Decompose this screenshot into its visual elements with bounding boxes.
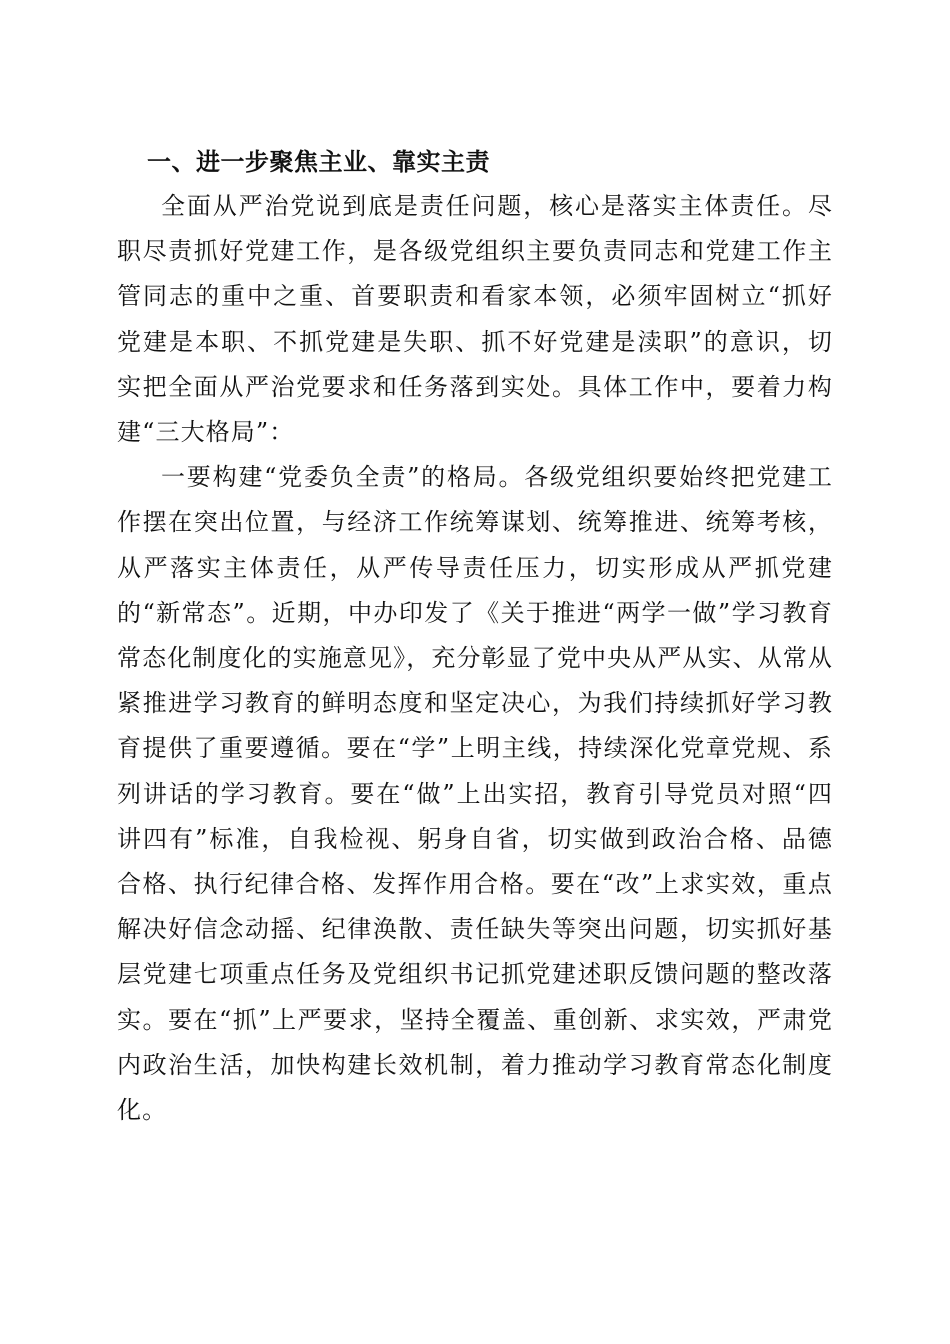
section-heading: 一、进一步聚焦主业、靠实主责: [147, 148, 490, 176]
document-body: [117, 140, 833, 1133]
paragraph-party-committee-pattern: 一要构建“党委负全责”的格局。各级党组织要始终把党建工作摆在突出位置，与经济工作统筹谋划、统筹推进、统筹考核，从严落实主体责任，从严传导责任压力，切实形成从严抓党建的“新常态”。近期，中办印发了《关于推进“两学一做”学习教育常态化制度化的实施意见》，充分彰显了党中央从严从实、从常从紧推进学习教育的鲜明态度和坚定决心，为我们持续抓好学习教育提供了重要遵循。要在“学”上明主线，持续深化党章党规、系列讲话的学习教育。要在“做”上出实招，教育引导党员对照“四讲四有”标准，自我检视、躬身自省，切实做到政治合格、品德合格、执行纪律合格、发挥作用合格。要在“改”上求实效，重点解决好信念动摇、纪律涣散、责任缺失等突出问题，切实抓好基层党建七项重点任务及党组织书记抓党建述职反馈问题的整改落实。要在“抓”上严要求，坚持全覆盖、重创新、求实效，严肃党内政治生活，加快构建长效机制，着力推动学习教育常态化制度化。: [117, 463, 833, 1125]
paragraph-responsibility: 全面从严治党说到底是责任问题，核心是落实主体责任。尽职尽责抓好党建工作，是各级党组织主要负责同志和党建工作主管同志的重中之重、首要职责和看家本领，必须牢固树立“抓好党建是本职、不抓党建是失职、抓不好党建是渎职”的意识，切实把全面从严治党要求和任务落到实处。具体工作中，要着力构建“三大格局”：: [117, 192, 833, 447]
